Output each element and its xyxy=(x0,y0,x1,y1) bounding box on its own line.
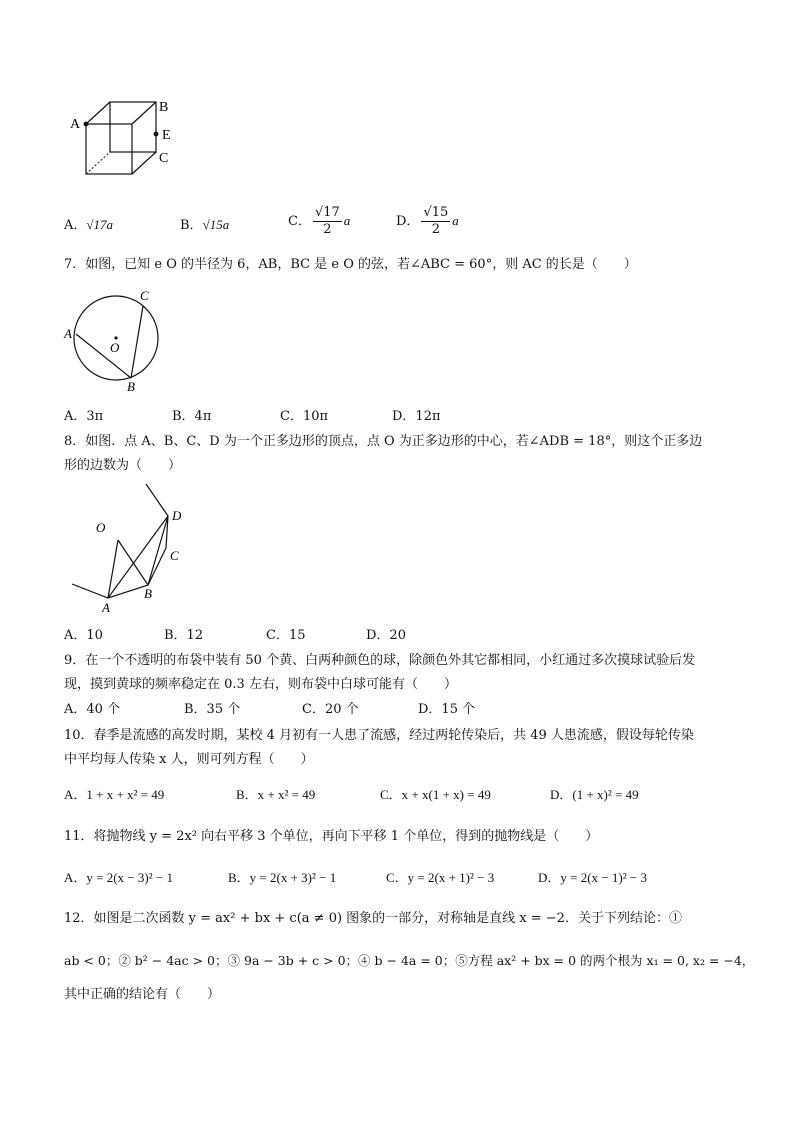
q11-stem: 11．将抛物线 y = 2x² 向右平移 3 个单位，再向下平移 1 个单位，得到的抛物线是（ ） xyxy=(64,829,599,844)
q9-option-d: D．15 个 xyxy=(418,702,476,717)
label-a: A xyxy=(70,117,81,132)
q9-stem-line1: 9．在一个不透明的布袋中装有 50 个黄、白两种颜色的球，除颜色外其它都相同，小红通过多次摸球试验后发 xyxy=(64,653,696,668)
q10-option-a: A．1 + x + x² = 49 xyxy=(64,787,165,802)
q6-option-b: B．√15a xyxy=(180,217,230,233)
q10-option-b: B．x + x² = 49 xyxy=(236,787,316,802)
q8-stem-line1: 8．如图．点 A、B、C、D 为一个正多边形的顶点，点 O 为正多边形的中心，若∠ADB = 18°，则这个正多边 xyxy=(64,434,703,449)
q6-option-a: A．√17a xyxy=(64,217,114,233)
q7-option-a: A．3π xyxy=(64,409,104,424)
q7-option-b: B．4π xyxy=(172,409,212,424)
label-o: O xyxy=(96,520,106,535)
q9-option-a: A．40 个 xyxy=(64,702,121,717)
q8-option-d: D．20 xyxy=(366,628,406,643)
fraction: $\frac{√15}{2}$ xyxy=(423,205,449,237)
q10-stem-line2: 中平均每人传染 x 人，则可列方程（ ） xyxy=(64,752,314,767)
label-a: A xyxy=(102,600,110,615)
polygon-figure xyxy=(66,480,196,620)
q9-stem-line2: 现，摸到黄球的频率稳定在 0.3 左右，则布袋中白球可能有（ ） xyxy=(64,677,457,692)
q12-stem-line3: 其中正确的结论有（ ） xyxy=(64,987,221,1002)
q6-option-d: D． $\frac{√15}{2}$ a xyxy=(396,205,459,237)
label-d: D xyxy=(172,508,182,523)
label-c: C xyxy=(159,151,169,166)
label-b: B xyxy=(144,586,152,601)
q7-option-d: D．12π xyxy=(392,409,441,424)
q7-stem: 7．如图，已知 e O 的半径为 6，AB，BC 是 e O 的弦，若∠ABC = 60°，则 AC 的长是（ ） xyxy=(64,257,637,272)
cube-figure xyxy=(62,96,182,180)
q8-option-a: A．10 xyxy=(64,628,103,643)
q6-option-c: C． $\frac{√17}{2}$ a xyxy=(288,205,351,237)
q11-option-a: A．y = 2(x − 3)² − 1 xyxy=(64,870,173,885)
q12-stem-line2: ab < 0；② b² − 4ac > 0；③ 9a − 3b + c > 0；④ b − 4a = 0；⑤方程 ax² + bx = 0 的两个根为 x₁ = 0, x₂ = −4， xyxy=(64,953,755,968)
circle-figure xyxy=(60,286,170,396)
label-c: C xyxy=(140,288,149,303)
point-e xyxy=(154,132,159,137)
label-b: B xyxy=(159,100,169,115)
q10-option-d: D．(1 + x)² = 49 xyxy=(550,787,639,802)
q9-option-c: C．20 个 xyxy=(302,702,359,717)
q11-option-d: D．y = 2(x − 1)² − 3 xyxy=(538,870,647,885)
q11-option-c: C．y = 2(x + 1)² − 3 xyxy=(386,870,495,885)
q8-option-b: B．12 xyxy=(164,628,204,643)
label-a: A xyxy=(64,326,72,341)
q10-stem-line1: 10．春季是流感的高发时期，某校 4 月初有一人患了流感，经过两轮传染后，共 49 人患流感，假设每轮传染 xyxy=(64,728,694,743)
q9-option-b: B．35 个 xyxy=(184,702,241,717)
label-e: E xyxy=(162,128,171,143)
label-b: B xyxy=(127,379,135,394)
q7-option-c: C．10π xyxy=(280,409,329,424)
cube-front-face xyxy=(86,124,132,174)
q8-option-c: C．15 xyxy=(266,628,306,643)
q10-option-c: C．x + x(1 + x) = 49 xyxy=(380,787,491,802)
cube-back-face xyxy=(110,102,156,152)
q11-option-b: B．y = 2(x + 3)² − 1 xyxy=(228,870,337,885)
q8-stem-line2: 形的边数为（ ） xyxy=(64,458,182,473)
point-a xyxy=(84,122,89,127)
fraction: $\frac{√17}{2}$ xyxy=(314,205,340,237)
q12-stem-line1: 12．如图是二次函数 y = ax² + bx + c(a ≠ 0) 图象的一部分，对称轴是直线 x = −2．关于下列结论：① xyxy=(64,911,682,926)
label-o: O xyxy=(110,340,120,355)
label-c: C xyxy=(170,548,179,563)
